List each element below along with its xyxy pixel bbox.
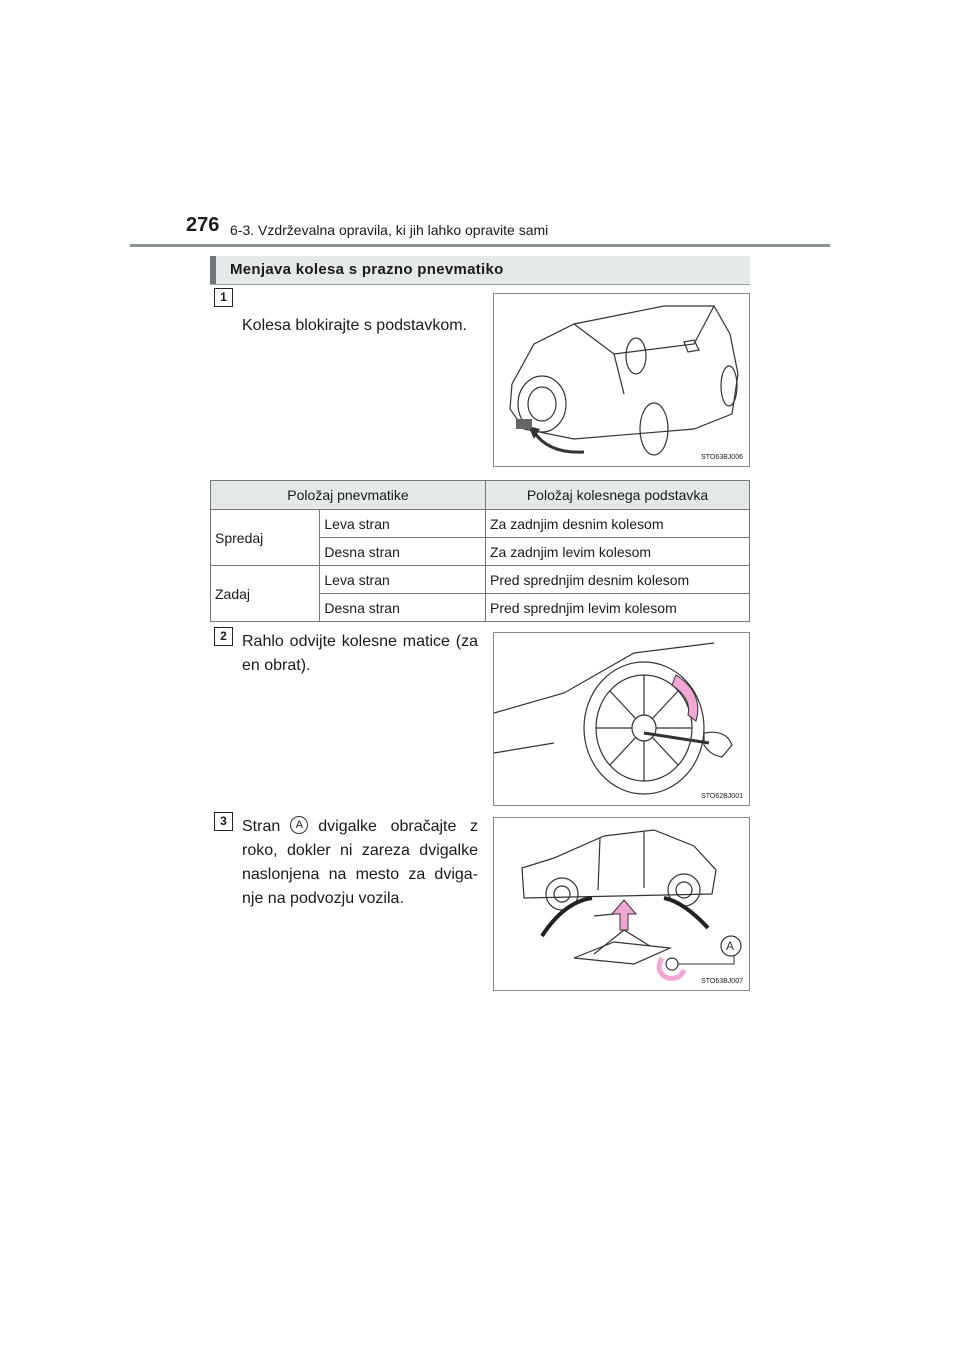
car-jack-icon: [494, 818, 749, 990]
table-cell-position: Pred sprednjim desnim kolesom: [486, 566, 750, 594]
figure-code: STO63BJ007: [701, 978, 743, 985]
step-1-badge: 1: [214, 288, 233, 307]
table-cell-position: Za zadnjim levim kolesom: [486, 538, 750, 566]
wheel-wrench-icon: [494, 633, 749, 805]
page-number: 276: [186, 214, 220, 236]
car-chock-icon: [494, 294, 749, 466]
table-row: [211, 566, 750, 594]
figure-code: STO63BJ006: [701, 454, 743, 461]
table-cell-position: Za zadnjim desnim kolesom: [486, 510, 750, 538]
step-2-badge: 2: [214, 627, 233, 646]
table-header-chock-position: Položaj kolesnega podstavka: [486, 481, 750, 510]
figure-code: STO62BJ001: [701, 793, 743, 800]
step-1-text: Kolesa blokirajte s podstavkom.: [242, 317, 467, 334]
step-2-illustration: [493, 632, 750, 806]
step-3-illustration: [493, 817, 750, 991]
step-3-text-after: dvigalke obračajte z roko, dokler ni zareza dvigalke naslonjena na mesto za dviga-nje na podvozju vozila.: [242, 818, 478, 907]
table-cell-side: Leva stran: [320, 510, 486, 538]
table-header-row: [211, 481, 750, 510]
step-3-text: [242, 815, 478, 911]
section-divider: [210, 284, 750, 285]
table-cell-position: Pred sprednjim levim kolesom: [486, 594, 750, 622]
section-heading: [210, 256, 750, 284]
chock-position-table: [210, 480, 750, 622]
table-cell-side: Desna stran: [320, 538, 486, 566]
section-title: Menjava kolesa s prazno pnevmatiko: [230, 261, 504, 278]
table-cell-location: Spredaj: [211, 510, 320, 566]
figure-label: A: [726, 939, 735, 953]
step-3-badge: 3: [214, 812, 233, 831]
table-cell-side: Leva stran: [320, 566, 486, 594]
step-1-illustration: [493, 293, 750, 467]
step-2-text: Rahlo odvijte kolesne matice (za en obrat).: [242, 633, 478, 674]
table-cell-location: Zadaj: [211, 566, 320, 622]
header-divider: [130, 244, 830, 247]
marker-a-icon: A: [290, 816, 308, 834]
table-cell-side: Desna stran: [320, 594, 486, 622]
table-row: [211, 510, 750, 538]
table-header-tire-position: Položaj pnevmatike: [211, 481, 486, 510]
chapter-title: 6-3. Vzdrževalna opravila, ki jih lahko opravite sami: [230, 222, 549, 238]
step-3-text-before: Stran: [242, 818, 281, 835]
